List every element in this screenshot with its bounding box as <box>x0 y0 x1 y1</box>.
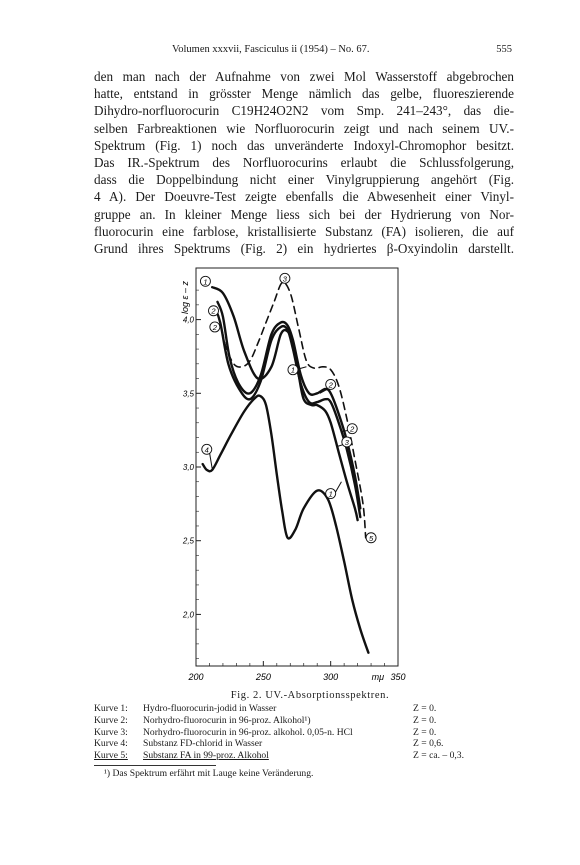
curve-5-line <box>215 282 366 537</box>
curve-marker-label: 2 <box>212 322 217 332</box>
y-tick-label: 3,5 <box>182 389 194 399</box>
body-paragraph <box>94 68 514 257</box>
curve-marker-label: 1 <box>328 489 333 499</box>
curve-marker-label: 2 <box>350 424 355 434</box>
legend-label: Kurve 2: <box>94 714 128 726</box>
figure-legend <box>94 703 514 762</box>
body-line: Grund ihres Spektrums (Fig. 2) ein hydriertes β-Oxyindolin darstellt. <box>94 240 514 256</box>
legend-row <box>94 750 514 762</box>
x-tick-label: 300 <box>323 672 339 682</box>
y-tick-label: 2,0 <box>182 610 194 620</box>
curve-marker-label: 1 <box>290 365 296 375</box>
legend-label: Kurve 3: <box>94 726 128 738</box>
uv-spectra-chart <box>178 262 418 702</box>
body-line: gruppe an. In kleiner Menge liess sich bei der Hydrierung von Nor- <box>94 206 514 222</box>
legend-text: Substanz FA in 99-proz. Alkohol <box>143 750 269 762</box>
y-tick-label: 3,0 <box>182 463 194 472</box>
x-axis-label: mμ <box>371 672 385 682</box>
legend-label: Kurve 4: <box>94 738 128 750</box>
body-line: den man nach der Aufnahme von zwei Mol Wasserstoff abgebrochen <box>94 69 514 84</box>
label-leader-line <box>209 452 212 468</box>
x-tick-label: 250 <box>255 672 271 682</box>
legend-row <box>94 738 514 750</box>
legend-text: Norhydro-fluorocurin in 96-proz. Alkohol¹) <box>143 714 311 726</box>
legend-z: Z = 0. <box>413 714 437 726</box>
legend-text: Norhydro-fluorocurin in 96-proz. alkohol. 0,05-n. HCl <box>143 726 353 738</box>
legend-text: Substanz FD-chlorid in Wasser <box>143 738 263 750</box>
running-head: Volumen xxxvii, Fasciculus ii (1954) – No. 67. <box>172 44 370 55</box>
page-number: 555 <box>496 44 512 55</box>
legend-row <box>94 703 514 715</box>
body-line: Dihydro-norfluorocurin C19H24O2N2 vom Smp. 241–243°, das die- <box>94 103 514 119</box>
curve-marker-label: 3 <box>282 274 287 284</box>
body-line: Das IR.-Spektrum des Norfluorocurins erlaubt die Schlussfolgerung, <box>94 154 514 170</box>
figure-caption: Fig. 2. UV.-Absorptionsspektren. <box>230 690 390 701</box>
body-line: Spektrum (Fig. 1) noch das unveränderte Indoxyl-Chromophor besitzt. <box>94 137 514 153</box>
curve-marker-label: 2 <box>328 380 333 390</box>
uv-spectra-figure <box>178 262 418 702</box>
legend-z: Z = 0. <box>413 703 437 714</box>
body-line: 4 A). Der Doeuvre-Test zeigte ebenfalls die Abwesenheit einer Vinyl- <box>94 189 514 205</box>
curve-marker-label: 5 <box>368 533 374 543</box>
curve-marker-label: 3 <box>344 437 349 447</box>
curve-marker-label: 1 <box>203 277 208 287</box>
y-axis-label: log ε – z <box>180 280 190 314</box>
legend-z: Z = ca. – 0,3. <box>413 750 464 762</box>
body-line: fluorocurin eine farblose, kristallisierte Substanz (FA) isolieren, die auf <box>94 223 514 239</box>
legend-z: Z = 0,6. <box>413 738 444 750</box>
x-tick-label: 200 <box>188 672 204 682</box>
curve-marker-label: 2 <box>211 306 216 316</box>
legend-text: Hydro-fluorocurin-jodid in Wasser <box>143 703 277 714</box>
legend-row <box>94 727 514 739</box>
curve-marker-label: 4 <box>204 445 209 455</box>
x-tick-label: 350 <box>390 672 406 682</box>
legend-row <box>94 715 514 727</box>
body-line: dass die Doppelbindung nicht einer Vinylgruppierung angehört (Fig. <box>94 172 514 188</box>
footnote-rule <box>94 765 216 766</box>
legend-z: Z = 0. <box>413 726 437 738</box>
legend-label: Kurve 5: <box>94 750 128 762</box>
body-line: selben Farbreaktionen wie Norfluorocurin zeigt und nach seinem UV.- <box>94 120 514 136</box>
footnote: ¹) Das Spektrum erfährt mit Lauge keine Veränderung. <box>104 768 314 779</box>
y-tick-label: 4,0 <box>182 315 194 325</box>
legend-label: Kurve 1: <box>94 703 128 714</box>
y-tick-label: 2,5 <box>182 536 194 546</box>
running-header <box>92 44 512 58</box>
body-line: hatte, entstand in grösster Menge nämlich das gelbe, fluoreszierende <box>94 86 514 102</box>
plot-frame <box>196 268 398 666</box>
